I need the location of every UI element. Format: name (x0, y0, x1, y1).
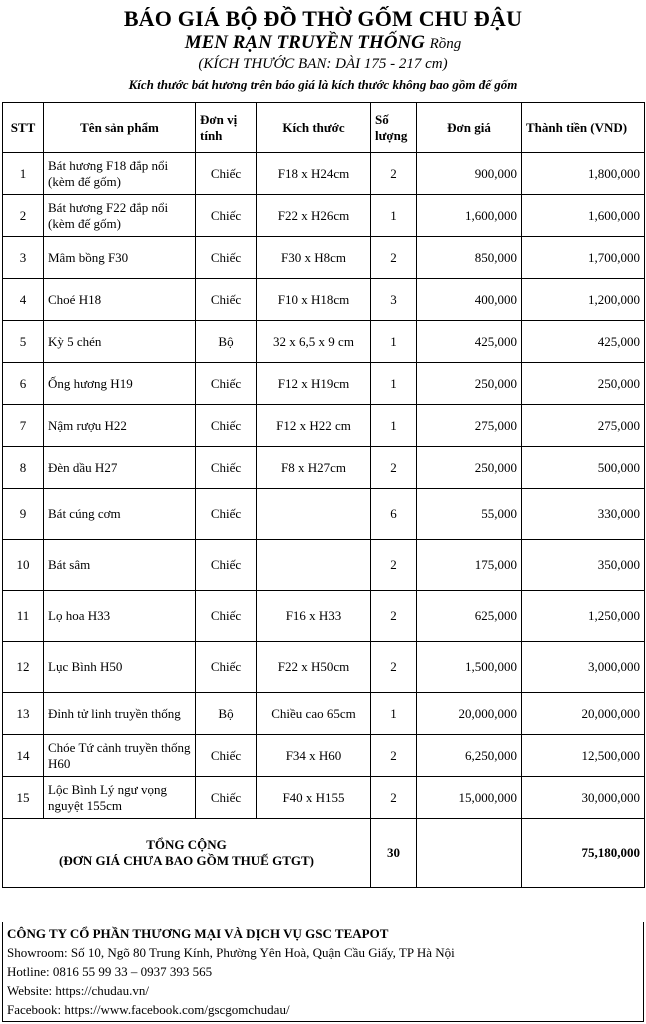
cell-unit: Chiếc (196, 153, 257, 195)
cell-qty: 2 (371, 237, 417, 279)
cell-qty: 1 (371, 693, 417, 735)
cell-stt: 13 (3, 693, 44, 735)
facebook-link[interactable]: Facebook: https://www.facebook.com/gscgomchudau/ (7, 1002, 290, 1017)
cell-qty: 2 (371, 591, 417, 642)
hotline: Hotline: 0816 55 99 33 – 0937 393 565 (7, 964, 213, 979)
cell-size: F16 x H33 (257, 591, 371, 642)
table-row (3, 447, 645, 489)
cell-qty: 2 (371, 540, 417, 591)
cell-unit-price: 6,250,000 (417, 735, 522, 777)
table-row (3, 321, 645, 363)
cell-size: F34 x H60 (257, 735, 371, 777)
cell-stt: 3 (3, 237, 44, 279)
table-size-line: (KÍCH THƯỚC BAN: DÀI 175 - 217 cm) (198, 56, 448, 72)
cell-unit: Chiếc (196, 777, 257, 819)
cell-unit: Chiếc (196, 447, 257, 489)
cell-stt: 4 (3, 279, 44, 321)
cell-unit: Chiếc (196, 195, 257, 237)
cell-qty: 3 (371, 279, 417, 321)
cell-unit-price: 850,000 (417, 237, 522, 279)
cell-qty: 1 (371, 405, 417, 447)
cell-unit-price: 250,000 (417, 447, 522, 489)
quote-header (0, 0, 646, 94)
cell-size: F22 x H50cm (257, 642, 371, 693)
cell-qty: 2 (371, 642, 417, 693)
cell-product-name: Chóe Tứ cảnh truyền thống H60 (44, 735, 196, 777)
table-row (3, 735, 645, 777)
cell-size: F40 x H155 (257, 777, 371, 819)
cell-unit: Chiếc (196, 591, 257, 642)
cell-line-total: 250,000 (522, 363, 645, 405)
cell-stt: 9 (3, 489, 44, 540)
cell-product-name: Bát hương F18 đắp nổi (kèm đế gốm) (44, 153, 196, 195)
cell-unit: Chiếc (196, 363, 257, 405)
col-header-name: Tên sản phẩm (44, 103, 196, 153)
cell-unit-price: 175,000 (417, 540, 522, 591)
cell-stt: 11 (3, 591, 44, 642)
page-title: BÁO GIÁ BỘ ĐỒ THỜ GỐM CHU ĐẬU (123, 6, 523, 31)
cell-line-total: 1,700,000 (522, 237, 645, 279)
table-row (3, 237, 645, 279)
cell-unit-price: 55,000 (417, 489, 522, 540)
cell-line-total: 1,800,000 (522, 153, 645, 195)
cell-size (257, 540, 371, 591)
table-row (3, 693, 645, 735)
cell-qty: 1 (371, 363, 417, 405)
table-body (3, 153, 645, 819)
cell-unit-price: 1,600,000 (417, 195, 522, 237)
table-row (3, 363, 645, 405)
cell-unit-price: 275,000 (417, 405, 522, 447)
company-name: CÔNG TY CỔ PHẦN THƯƠNG MẠI VÀ DỊCH VỤ GSC TEAPOT (7, 926, 389, 941)
cell-unit: Chiếc (196, 405, 257, 447)
table-row (3, 195, 645, 237)
subtitle-tag: Rồng (429, 36, 462, 52)
cell-size: F10 x H18cm (257, 279, 371, 321)
table-row (3, 642, 645, 693)
subtitle-text: MEN RẠN TRUYỀN THỐNG (184, 32, 425, 53)
col-header-stt: STT (3, 103, 44, 153)
cell-unit: Chiếc (196, 489, 257, 540)
cell-size: F30 x H8cm (257, 237, 371, 279)
cell-line-total: 330,000 (522, 489, 645, 540)
table-row (3, 540, 645, 591)
cell-unit: Chiếc (196, 279, 257, 321)
cell-qty: 1 (371, 321, 417, 363)
cell-product-name: Ống hương H19 (44, 363, 196, 405)
cell-stt: 7 (3, 405, 44, 447)
cell-unit-price: 900,000 (417, 153, 522, 195)
cell-stt: 1 (3, 153, 44, 195)
total-empty-cell (417, 819, 522, 888)
table-row (3, 777, 645, 819)
cell-line-total: 1,600,000 (522, 195, 645, 237)
total-row (3, 819, 645, 888)
cell-size: F18 x H24cm (257, 153, 371, 195)
cell-line-total: 350,000 (522, 540, 645, 591)
price-table (2, 102, 645, 888)
cell-qty: 2 (371, 153, 417, 195)
cell-line-total: 30,000,000 (522, 777, 645, 819)
page-subtitle (0, 32, 646, 55)
cell-stt: 14 (3, 735, 44, 777)
cell-product-name: Bát hương F22 đắp nổi (kèm đế gốm) (44, 195, 196, 237)
cell-unit: Chiếc (196, 540, 257, 591)
cell-line-total: 500,000 (522, 447, 645, 489)
cell-line-total: 275,000 (522, 405, 645, 447)
total-amount: 75,180,000 (522, 819, 645, 888)
cell-product-name: Nậm rượu H22 (44, 405, 196, 447)
cell-line-total: 1,200,000 (522, 279, 645, 321)
showroom-address: Showroom: Số 10, Ngõ 80 Trung Kính, Phường Yên Hoà, Quận Cầu Giấy, TP Hà Nội (7, 945, 455, 960)
website-link[interactable]: Website: https://chudau.vn/ (7, 983, 149, 998)
total-vat-note: (ĐƠN GIÁ CHƯA BAO GỒM THUẾ GTGT) (59, 853, 314, 868)
cell-product-name: Choé H18 (44, 279, 196, 321)
cell-unit-price: 1,500,000 (417, 642, 522, 693)
cell-qty: 2 (371, 447, 417, 489)
table-row (3, 591, 645, 642)
col-header-price: Đơn giá (417, 103, 522, 153)
cell-qty: 6 (371, 489, 417, 540)
size-note: Kích thước bát hương trên báo giá là kích thước không bao gồm đế gốm (128, 77, 518, 92)
cell-unit-price: 15,000,000 (417, 777, 522, 819)
cell-unit: Bộ (196, 321, 257, 363)
cell-line-total: 20,000,000 (522, 693, 645, 735)
cell-unit-price: 20,000,000 (417, 693, 522, 735)
table-row (3, 153, 645, 195)
cell-product-name: Bát cúng cơm (44, 489, 196, 540)
cell-product-name: Lộc Bình Lý ngư vọng nguyệt 155cm (44, 777, 196, 819)
cell-unit: Chiếc (196, 237, 257, 279)
cell-size: F12 x H22 cm (257, 405, 371, 447)
cell-unit-price: 250,000 (417, 363, 522, 405)
table-row (3, 489, 645, 540)
cell-unit: Chiếc (196, 642, 257, 693)
cell-stt: 15 (3, 777, 44, 819)
cell-product-name: Lọ hoa H33 (44, 591, 196, 642)
cell-product-name: Kỳ 5 chén (44, 321, 196, 363)
cell-unit: Bộ (196, 693, 257, 735)
cell-qty: 1 (371, 195, 417, 237)
col-header-qty: Số lượng (371, 103, 417, 153)
cell-product-name: Lục Bình H50 (44, 642, 196, 693)
cell-unit: Chiếc (196, 735, 257, 777)
cell-unit-price: 400,000 (417, 279, 522, 321)
col-header-unit: Đơn vị tính (196, 103, 257, 153)
cell-size: Chiều cao 65cm (257, 693, 371, 735)
cell-stt: 8 (3, 447, 44, 489)
company-footer (2, 922, 644, 1022)
cell-product-name: Mâm bồng F30 (44, 237, 196, 279)
cell-qty: 2 (371, 735, 417, 777)
total-label: TỔNG CỘNG (146, 837, 227, 852)
cell-product-name: Đỉnh tử linh truyền thống (44, 693, 196, 735)
cell-stt: 2 (3, 195, 44, 237)
cell-size (257, 489, 371, 540)
cell-line-total: 3,000,000 (522, 642, 645, 693)
total-qty: 30 (371, 819, 417, 888)
cell-product-name: Đèn dầu H27 (44, 447, 196, 489)
cell-stt: 6 (3, 363, 44, 405)
table-row (3, 279, 645, 321)
cell-line-total: 425,000 (522, 321, 645, 363)
col-header-total: Thành tiền (VND) (522, 103, 645, 153)
cell-size: F12 x H19cm (257, 363, 371, 405)
total-label-cell (3, 819, 371, 888)
table-row (3, 405, 645, 447)
cell-size: F8 x H27cm (257, 447, 371, 489)
cell-line-total: 1,250,000 (522, 591, 645, 642)
cell-unit-price: 425,000 (417, 321, 522, 363)
col-header-size: Kích thước (257, 103, 371, 153)
table-header-row (3, 103, 645, 153)
cell-size: F22 x H26cm (257, 195, 371, 237)
cell-product-name: Bát sâm (44, 540, 196, 591)
cell-unit-price: 625,000 (417, 591, 522, 642)
cell-qty: 2 (371, 777, 417, 819)
cell-stt: 5 (3, 321, 44, 363)
cell-stt: 12 (3, 642, 44, 693)
cell-stt: 10 (3, 540, 44, 591)
cell-size: 32 x 6,5 x 9 cm (257, 321, 371, 363)
cell-line-total: 12,500,000 (522, 735, 645, 777)
